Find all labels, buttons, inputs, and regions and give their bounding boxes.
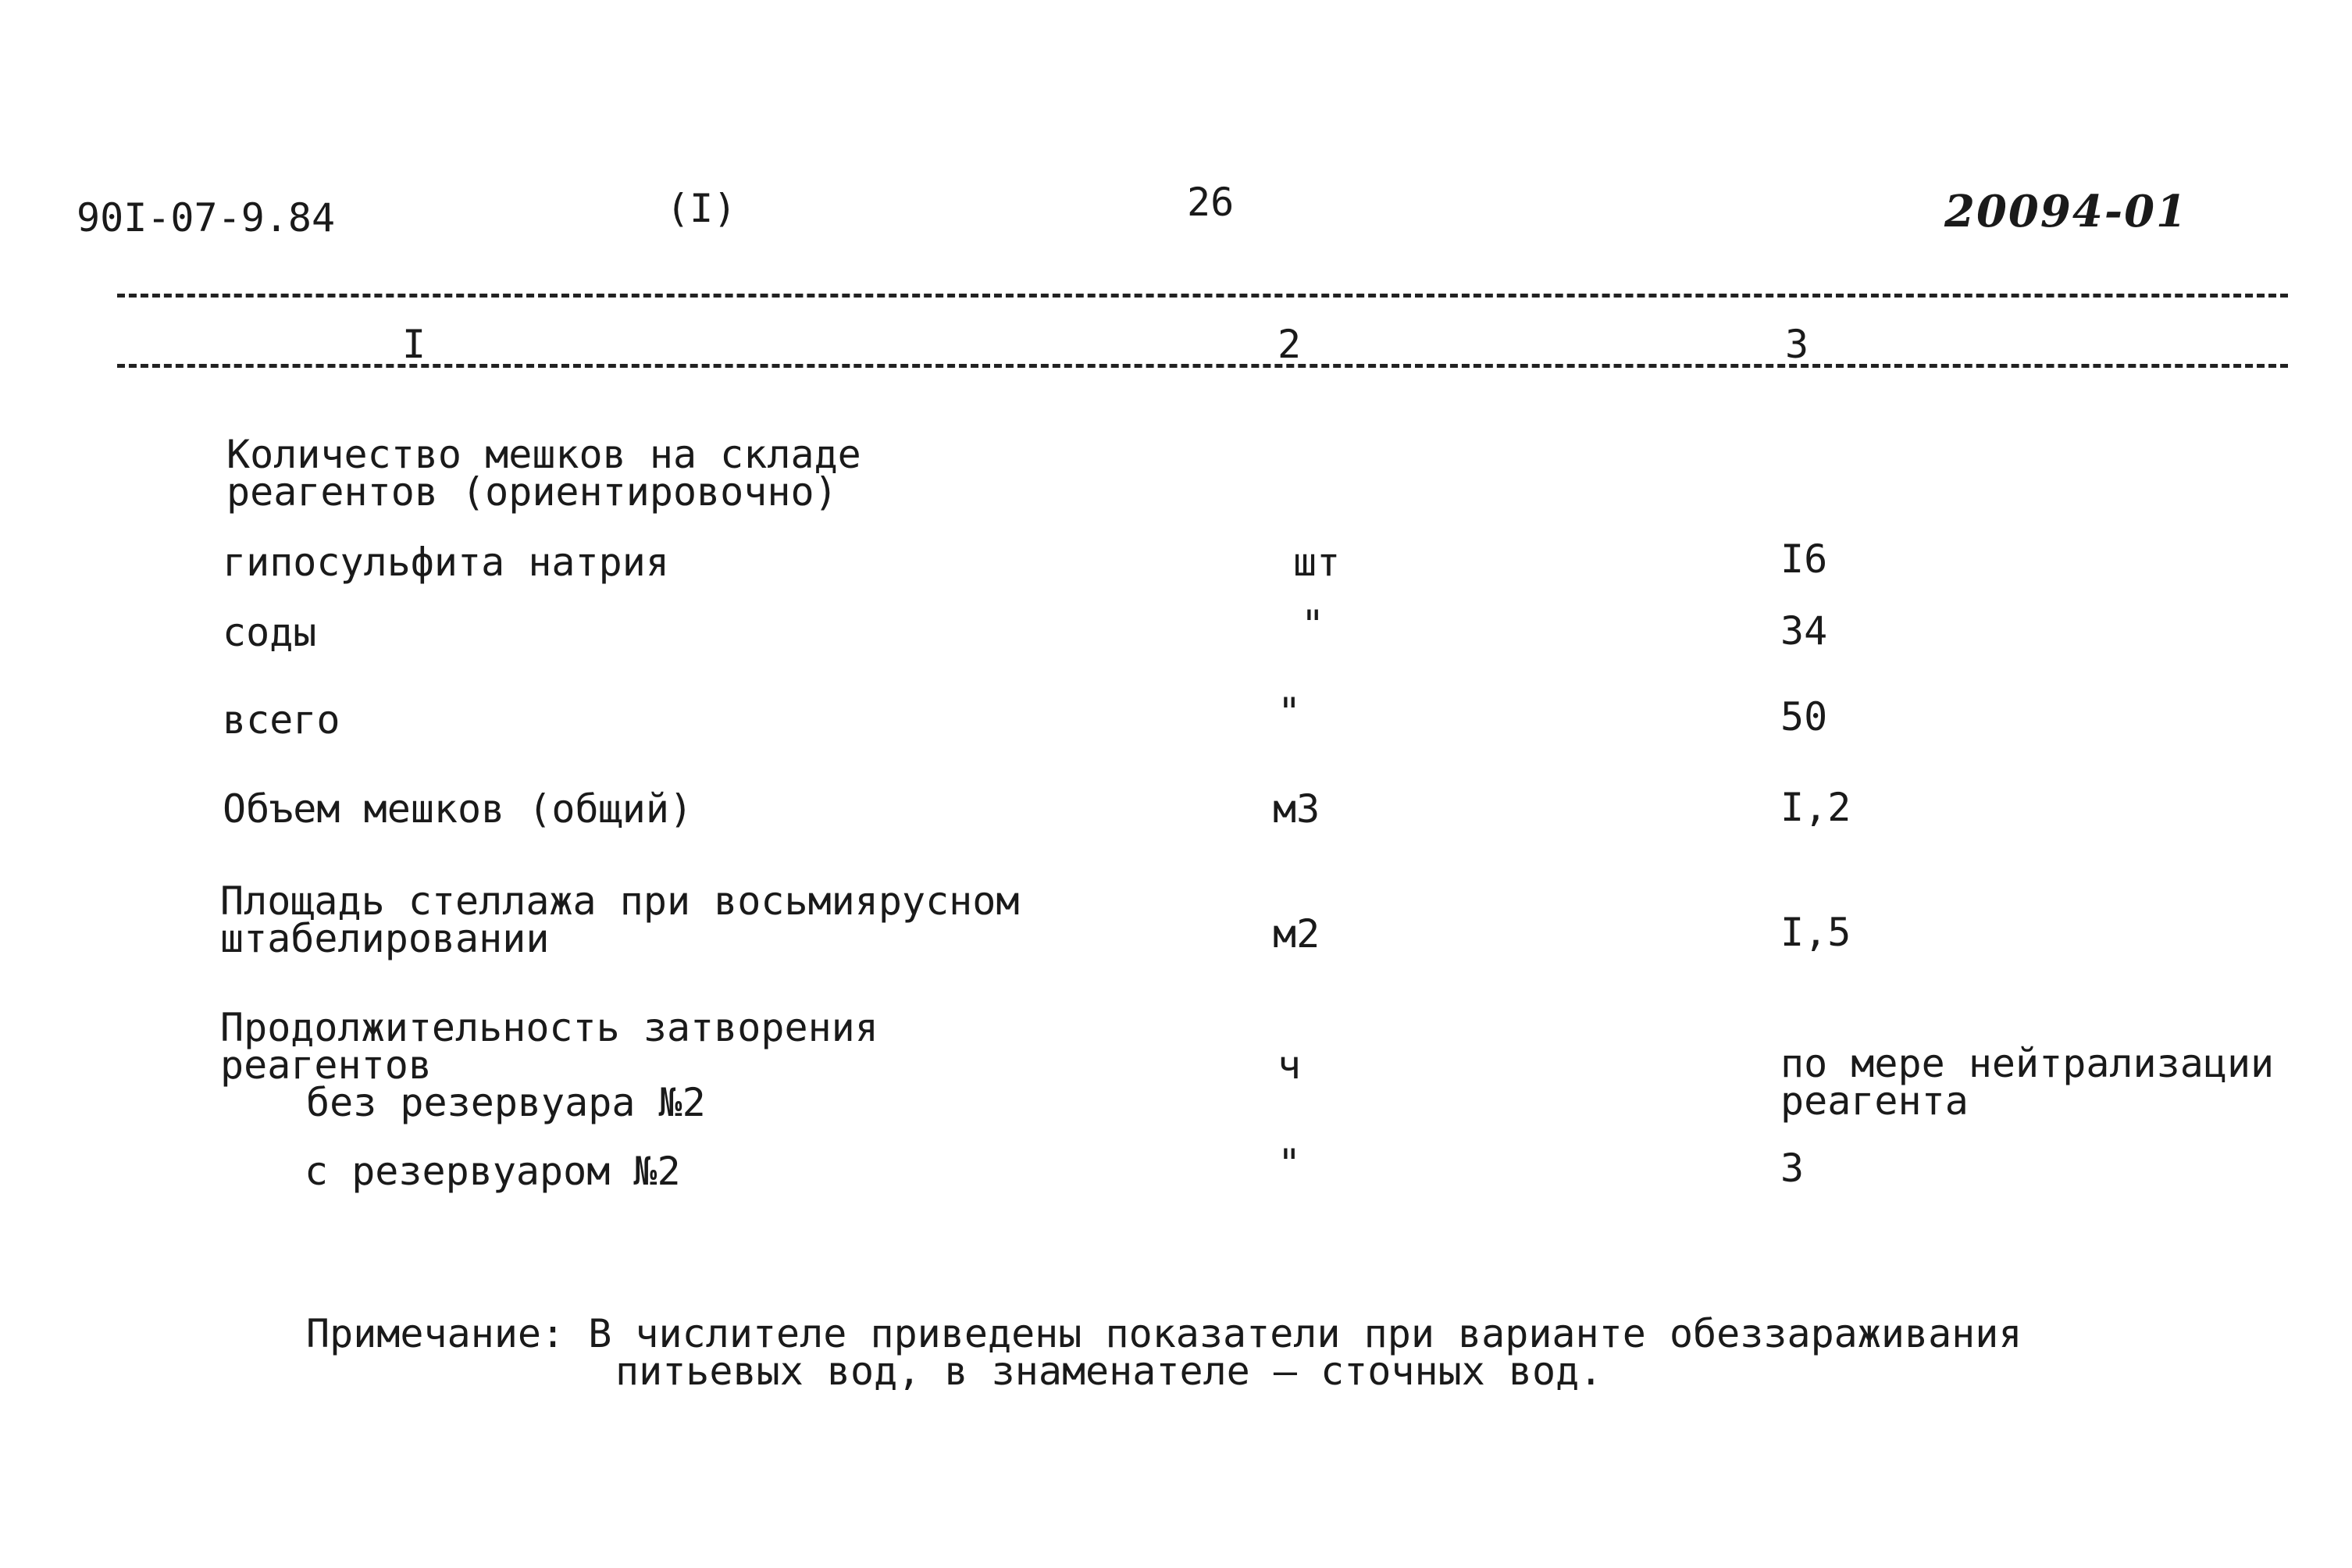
row-label: всего xyxy=(223,697,340,743)
row-value: I,5 xyxy=(1780,910,1851,955)
row-label: Объем мешков (общий) xyxy=(223,786,693,832)
part-number: (I) xyxy=(666,186,737,231)
row-label-line: реагентов (ориентировочно) xyxy=(226,469,838,515)
column-number-3: 3 xyxy=(1785,322,1809,367)
row-label-line: реагентов xyxy=(220,1042,432,1088)
row-value: 3 xyxy=(1780,1146,1805,1191)
table-header-rule xyxy=(117,364,2288,368)
row-unit: " xyxy=(1278,1141,1302,1186)
column-number-2: 2 xyxy=(1278,322,1302,367)
row-value xyxy=(1780,1041,2275,1124)
row-label-line: Количество мешков на складе xyxy=(226,432,861,477)
row-label xyxy=(220,1005,878,1125)
row-label-line: Продолжительность затворения xyxy=(220,1005,878,1050)
row-value: 50 xyxy=(1780,694,1828,739)
row-label: с резервуаром №2 xyxy=(305,1149,681,1194)
row-label-line: без резервуара №2 xyxy=(306,1080,706,1125)
row-value-line: по мере нейтрализации xyxy=(1780,1041,2275,1086)
row-value: I,2 xyxy=(1780,785,1851,830)
row-unit: ч xyxy=(1278,1042,1302,1088)
row-label: гипосульфита натрия xyxy=(223,540,669,585)
row-unit: " xyxy=(1301,602,1325,647)
registration-stamp: 20094-01 xyxy=(1944,186,2188,237)
row-unit: м2 xyxy=(1273,911,1320,957)
page-number: 26 xyxy=(1187,180,1235,225)
row-value: 34 xyxy=(1780,608,1828,654)
note-line-1: Примечание: В числителе приведены показатели при варианте обеззараживания xyxy=(306,1311,2022,1356)
row-label-line: штабелировании xyxy=(220,916,550,961)
row-value: I6 xyxy=(1780,536,1828,582)
row-label: соды xyxy=(223,610,317,655)
table-top-rule xyxy=(117,294,2288,298)
row-unit: м3 xyxy=(1273,786,1320,832)
document-code: 90I-07-9.84 xyxy=(77,195,336,241)
row-value-line: реагента xyxy=(1780,1078,1969,1124)
note-line-2: питьевых вод, в знаменателе – сточных вод. xyxy=(615,1349,1603,1394)
column-number-1: I xyxy=(402,322,426,367)
row-label-line: Площадь стеллажа при восьмиярусном xyxy=(220,878,1020,924)
row-unit: шт xyxy=(1293,540,1341,585)
note xyxy=(306,1311,2022,1394)
row-label xyxy=(226,432,861,515)
row-unit: " xyxy=(1278,690,1302,735)
row-label xyxy=(220,878,1020,961)
